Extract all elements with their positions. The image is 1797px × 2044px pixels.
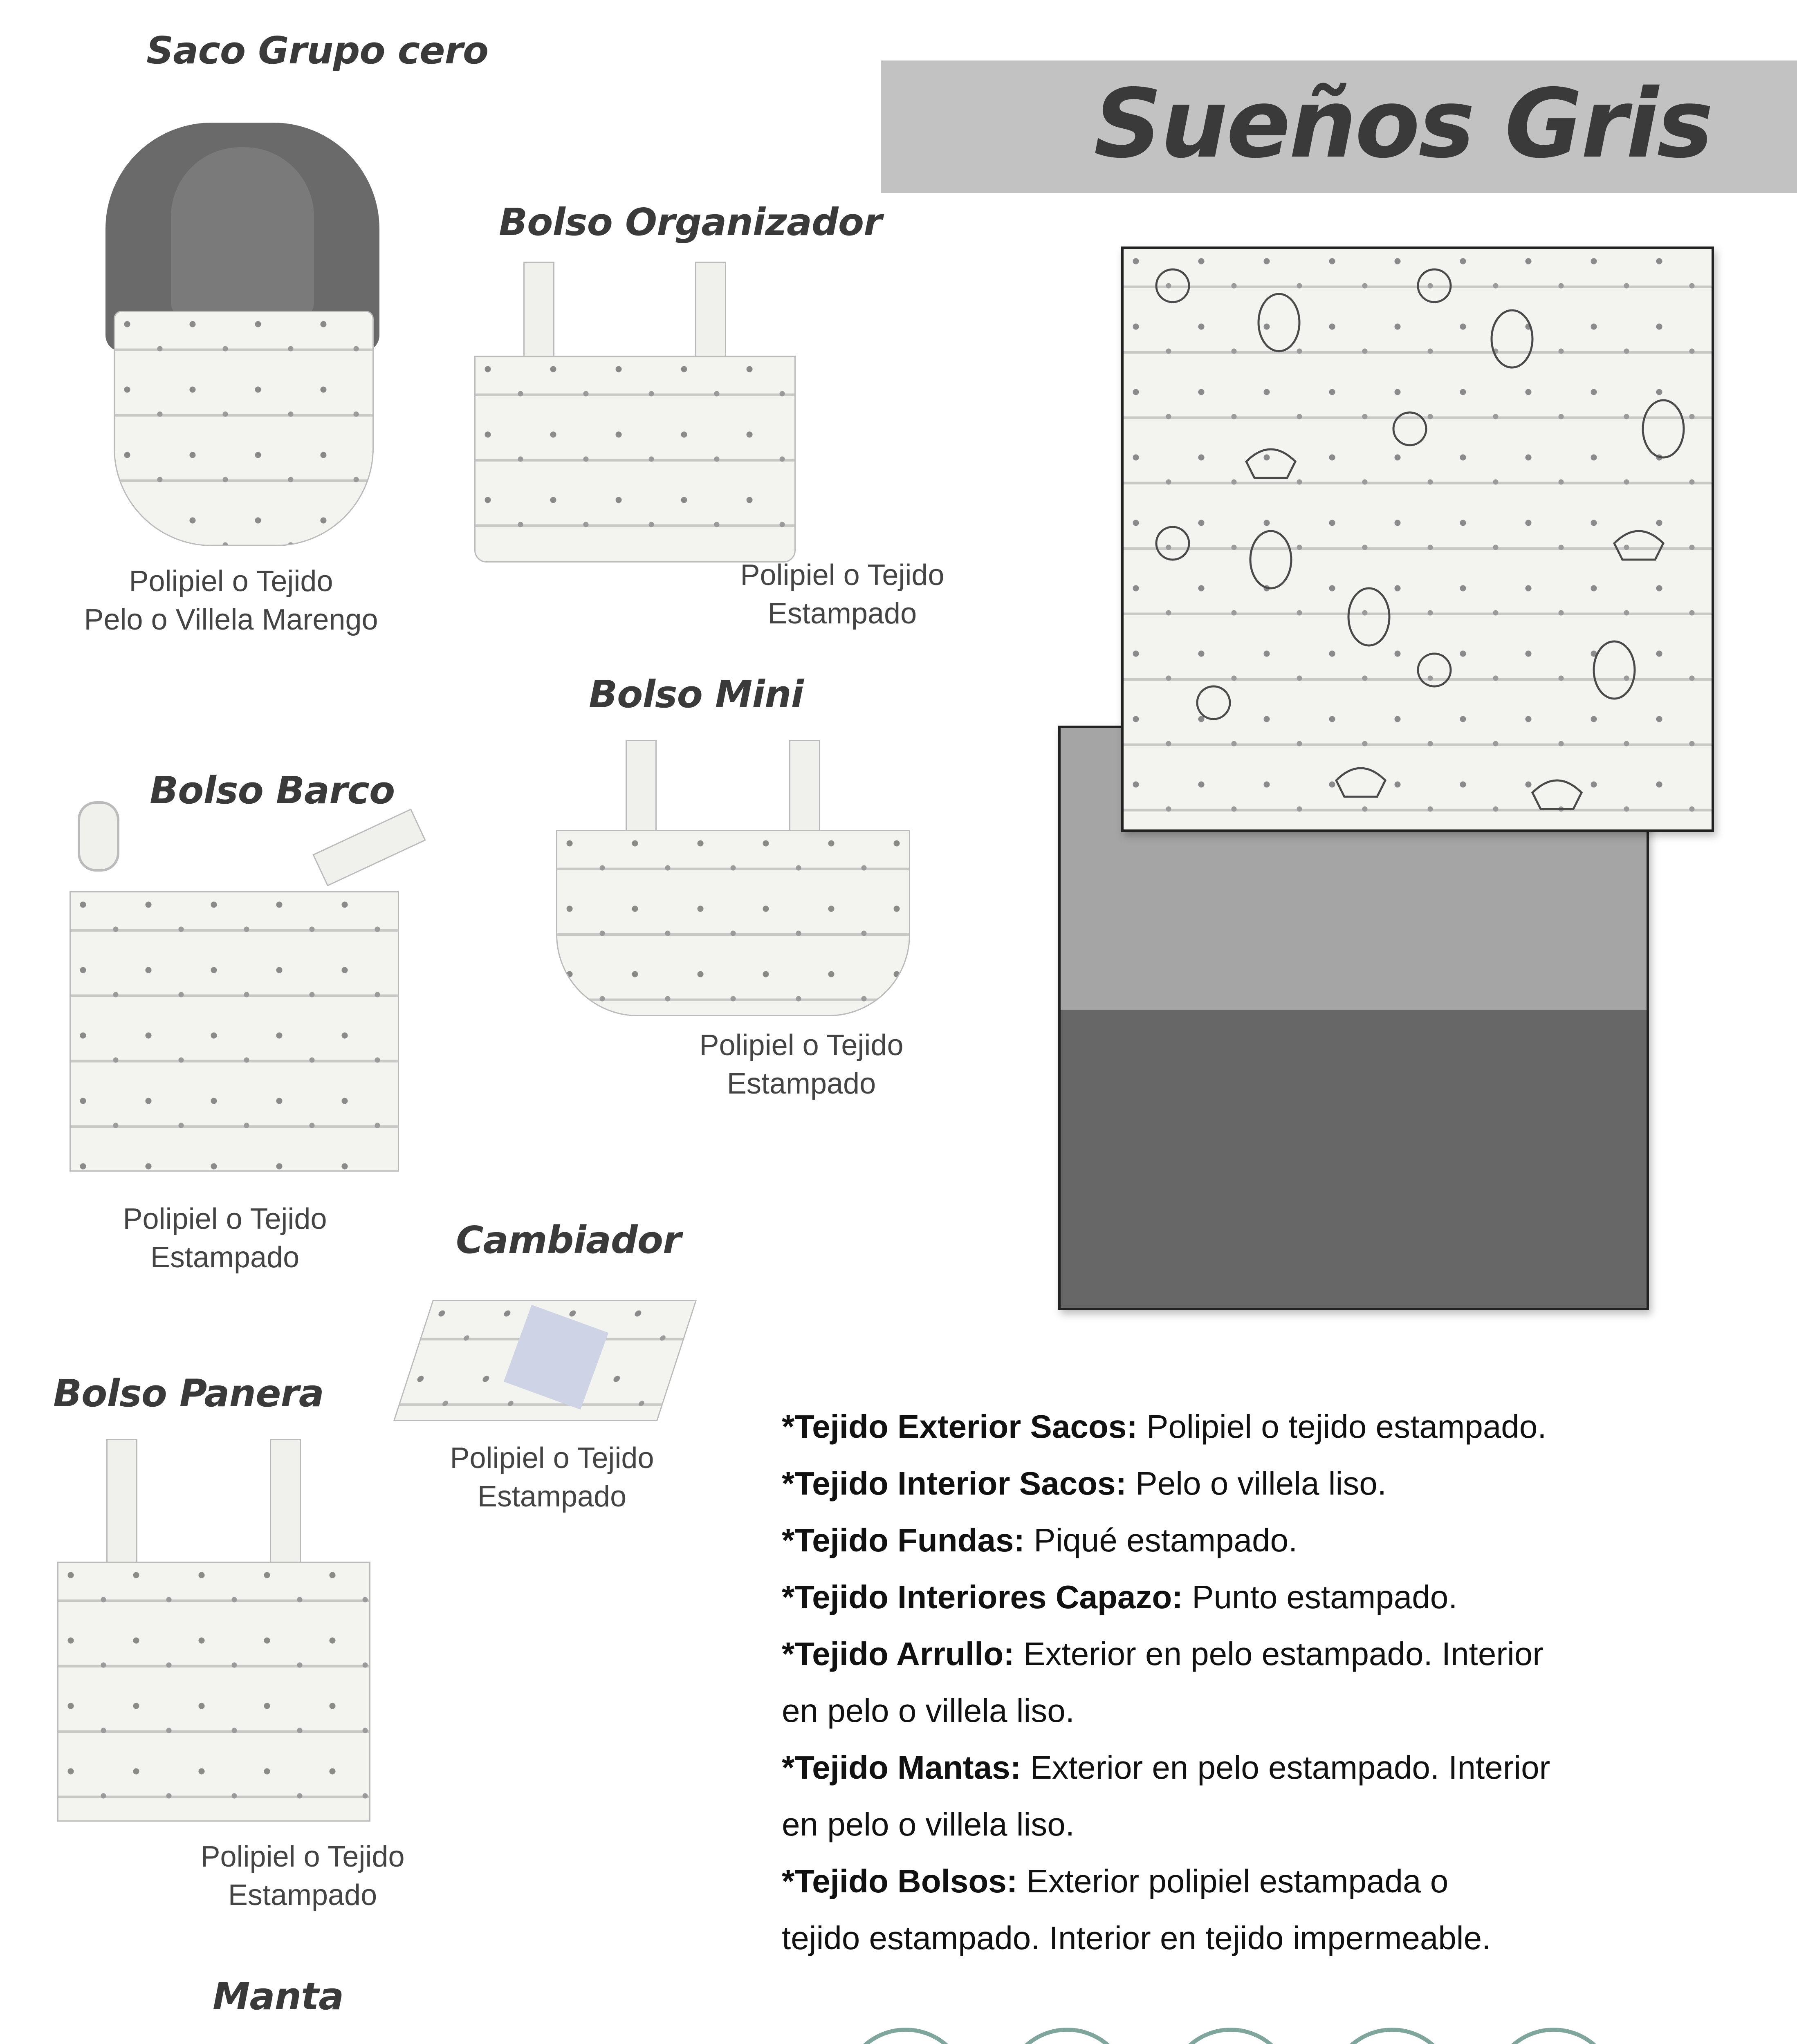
cambiador-image — [413, 1284, 675, 1419]
fabric-specs — [782, 1398, 1661, 1966]
product-desc-cambiador: Polipiel o Tejido Estampado — [450, 1442, 654, 1513]
product-desc-organizador: Polipiel o Tejido Estampado — [740, 559, 944, 630]
spec-line: tejido estampado. Interior en tejido impermeable. — [782, 1920, 1491, 1956]
footprint-carbon-icon — [1490, 2028, 1617, 2044]
product-title-organizador: Bolso Organizador — [499, 200, 882, 244]
swatch-printed-fabric — [1121, 247, 1714, 832]
mini-image — [552, 740, 912, 1018]
product-title-saco: Saco Grupo cero — [146, 29, 489, 72]
panera-image — [57, 1439, 368, 1819]
product-desc-saco: Polipiel o Tejido Pelo o Villela Marengo — [84, 565, 378, 636]
gentle-on-skin-icon — [1167, 2028, 1294, 2044]
saco-image — [105, 123, 379, 544]
product-title-mini: Bolso Mini — [589, 672, 803, 716]
cruelty-free-icon — [1004, 2028, 1131, 2044]
eco-friendly-icon — [842, 2028, 969, 2044]
spec-line: *Tejido Arrullo: Exterior en pelo estampado. Interior — [782, 1636, 1543, 1672]
spec-line: *Tejido Mantas: Exterior en pelo estampado. Interior — [782, 1749, 1550, 1786]
product-desc-barco: Polipiel o Tejido Estampado — [123, 1203, 327, 1274]
collection-title: Sueños Gris — [1094, 69, 1712, 179]
spec-line: en pelo o villela liso. — [782, 1806, 1075, 1842]
product-desc-panera: Polipiel o Tejido Estampado — [200, 1840, 405, 1912]
swatch-dark-grey — [1061, 1010, 1647, 1310]
spec-line: en pelo o villela liso. — [782, 1692, 1075, 1729]
spec-line: *Tejido Bolsos: Exterior polipiel estampada o — [782, 1863, 1449, 1899]
spec-line: *Tejido Interiores Capazo: Punto estampado. — [782, 1579, 1458, 1615]
organizador-image — [466, 262, 801, 564]
spec-line: *Tejido Fundas: Piqué estampado. — [782, 1522, 1298, 1558]
header-banner — [881, 61, 1797, 193]
product-title-barco: Bolso Barco — [150, 769, 395, 812]
print-pattern — [1124, 249, 1712, 829]
recycled-fabrics-icon — [1329, 2028, 1456, 2044]
product-title-panera: Bolso Panera — [53, 1372, 324, 1415]
spec-line: *Tejido Interior Sacos: Pelo o villela liso. — [782, 1465, 1386, 1502]
barco-image — [70, 801, 429, 1169]
product-desc-mini: Polipiel o Tejido Estampado — [699, 1029, 904, 1100]
product-title-cambiador: Cambiador — [456, 1218, 681, 1262]
product-title-manta: Manta — [213, 1975, 344, 2018]
spec-line: *Tejido Exterior Sacos: Polipiel o tejido estampado. — [782, 1408, 1547, 1445]
